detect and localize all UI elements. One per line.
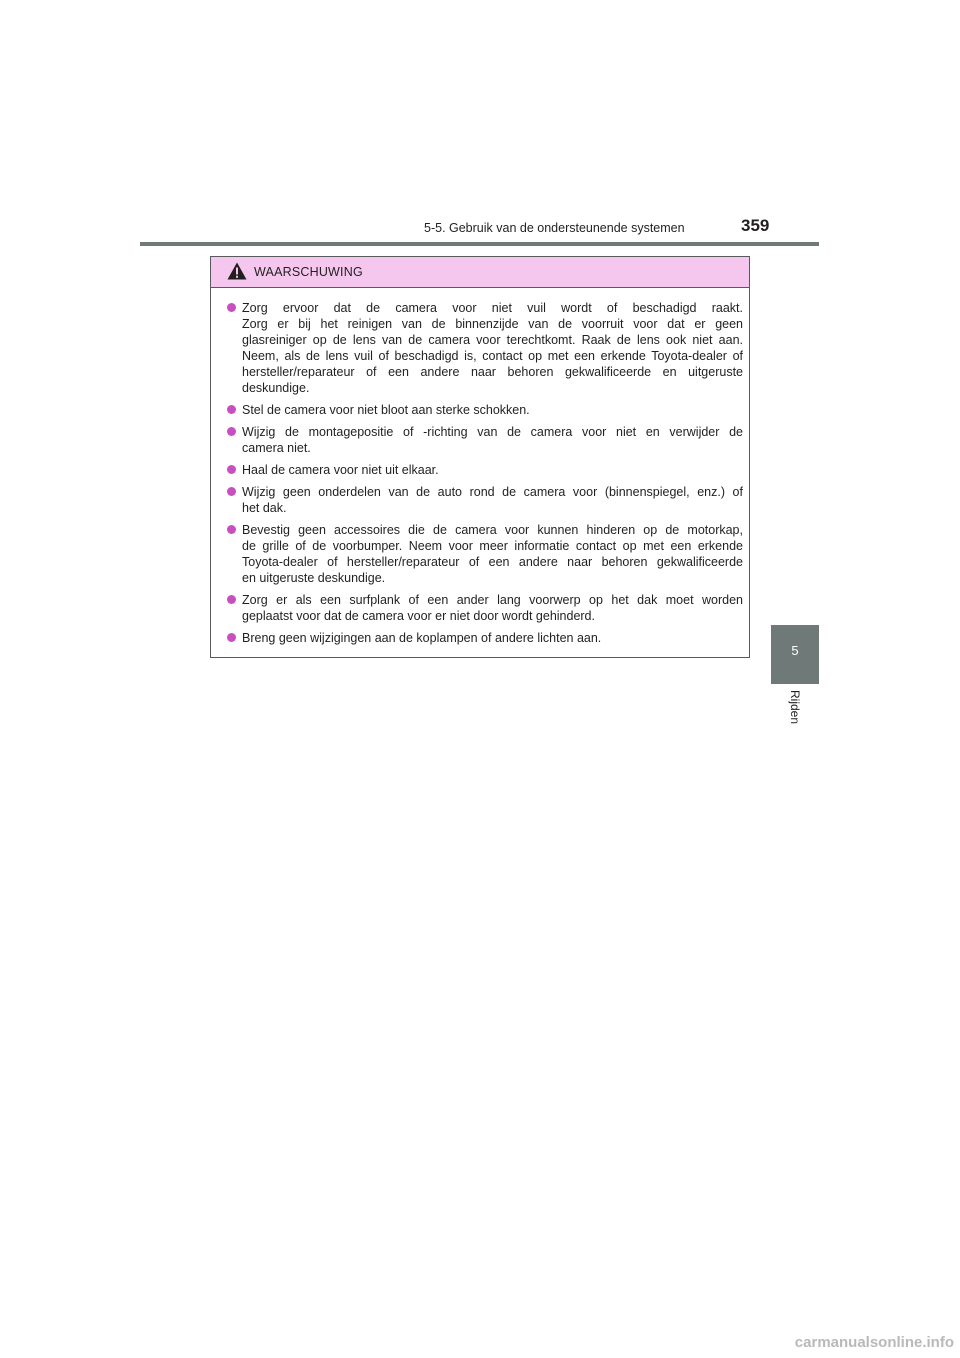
warning-line: Zorg er als een surfplank of een ander lang voorwerp op het dak moet worden [242,593,743,607]
warning-line: Wijzig de montagepositie of -richting van de camera voor niet en verwijder de [242,425,743,439]
bullet-icon [227,595,236,604]
warning-line: hersteller/reparateur of een andere naar behoren gekwalificeerde en uitgeruste [242,365,743,379]
chapter-tab [771,625,819,684]
bullet-icon [227,465,236,474]
warning-line: Neem, als de lens vuil of beschadigd is, contact op met een erkende Toyota-dealer of [242,349,743,363]
warning-line: deskundige. [242,381,310,395]
warning-line: Zorg er bij het reinigen van de binnenzijde van de voorruit voor dat er geen [242,317,743,331]
section-title: 5-5. Gebruik van de ondersteunende systemen [424,221,685,235]
warning-line: Zorg ervoor dat de camera voor niet vuil wordt of beschadigd raakt. [242,301,743,315]
warning-line: het dak. [242,501,287,515]
warning-title: WAARSCHUWING [254,265,363,279]
warning-line: Breng geen wijzigingen aan de koplampen of andere lichten aan. [242,631,602,645]
warning-item [242,592,743,624]
watermark: carmanualsonline.info [794,1334,954,1351]
warning-item [242,402,743,418]
chapter-label: Rijden [788,690,802,725]
warning-item [242,630,743,646]
bullet-icon [227,633,236,642]
warning-item [242,424,743,456]
warning-item [242,522,743,586]
header-rule [140,242,819,246]
warning-line: camera niet. [242,441,311,455]
warning-item [242,484,743,516]
warning-line: glasreiniger op de lens van de camera voor terechtkomt. Raak de lens ook niet aan. [242,333,743,347]
warning-line: Wijzig geen onderdelen van de auto rond de camera voor (binnenspiegel, enz.) of [242,485,743,499]
warning-header [211,257,749,288]
warning-line: geplaatst voor dat de camera voor er niet door wordt gehinderd. [242,609,595,623]
warning-line: en uitgeruste deskundige. [242,571,386,585]
warning-box [210,256,750,658]
bullet-icon [227,405,236,414]
warning-triangle-icon [227,262,247,280]
bullet-icon [227,525,236,534]
bullet-icon [227,303,236,312]
page-number: 359 [741,216,770,235]
warning-line: de grille of de voorbumper. Neem voor meer informatie contact op met een erkende [242,539,743,553]
bullet-icon [227,487,236,496]
warning-list [211,288,749,646]
warning-line: Toyota-dealer of hersteller/reparateur of een andere naar behoren gekwalificeerde [242,555,743,569]
warning-item [242,300,743,396]
warning-line: Haal de camera voor niet uit elkaar. [242,463,439,477]
bullet-icon [227,427,236,436]
warning-item [242,462,743,478]
warning-line: Bevestig geen accessoires die de camera voor kunnen hinderen op de motorkap, [242,523,743,537]
chapter-number: 5 [791,643,799,658]
warning-line: Stel de camera voor niet bloot aan sterke schokken. [242,403,530,417]
